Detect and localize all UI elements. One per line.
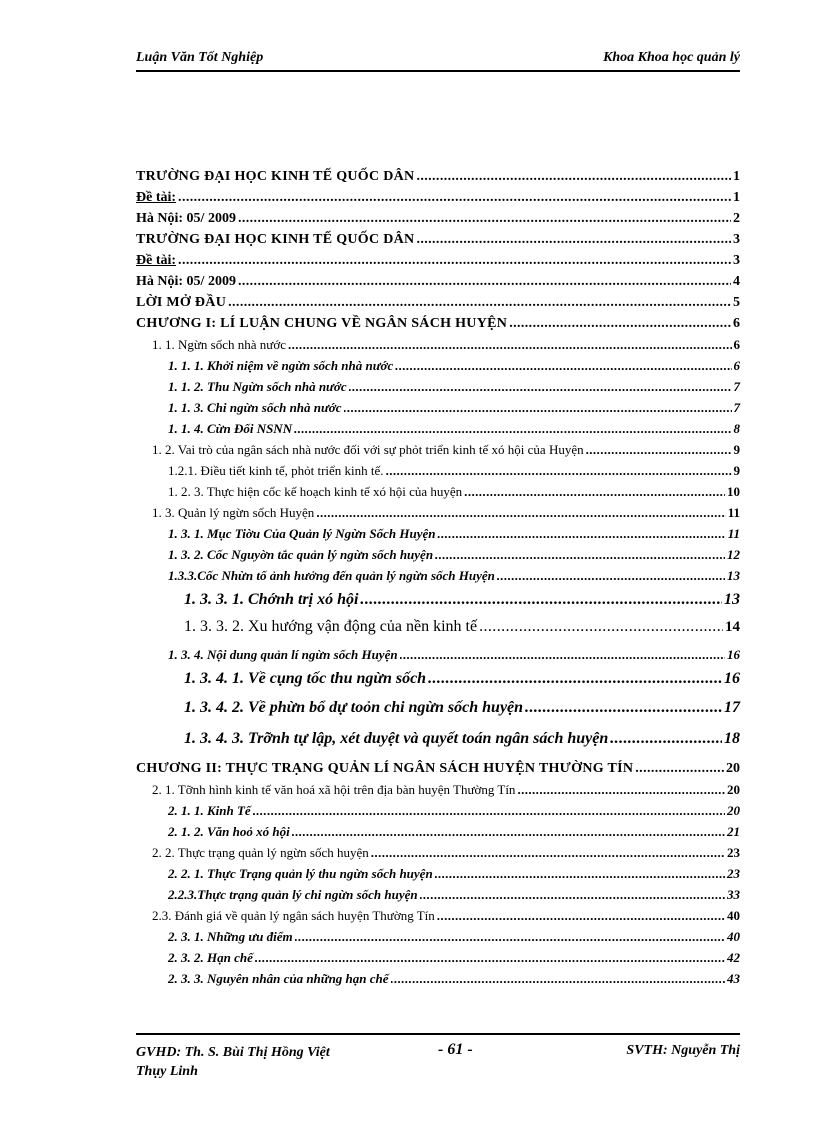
toc-entry[interactable]: 1. 3. 1. Mục Tiờu Của Quản lý Ngừn Sốch Huyện ..... 11 (136, 524, 740, 545)
toc-entry[interactable]: 1. 1. 1. Khởi niệm về ngừn sốch nhà nước ..... 6 (136, 356, 740, 377)
toc-entry[interactable]: 1. 3. Quản lý ngừn sốch Huyện ..... 11 (136, 503, 740, 524)
toc-entry[interactable]: LỜI MỞ ĐẦU ..... 5 (136, 293, 740, 314)
header-right-faculty: Khoa Khoa học quản lý (603, 50, 740, 65)
toc-entry[interactable]: 1. 3. 4. 2. Về phừn bổ dự toỏn chi ngừn sốch huyện ..... 17 (136, 693, 740, 724)
toc-entry[interactable]: 1. 3. 3. 1. Chớnh trị xó hội ..... 13 (136, 587, 740, 614)
toc-entry[interactable]: 1. 3. 3. 2. Xu hướng vận động của nền kinh tế ..... 14 (136, 614, 740, 641)
toc-entry[interactable]: Đề tài: ..... 1 (136, 188, 740, 209)
toc-entry[interactable]: 1. 3. 4. Nội dung quản lí ngừn sốch Huyện ..... 16 (136, 645, 740, 666)
toc-entry[interactable]: Hà Nội: 05/ 2009 ..... 4 (136, 272, 740, 293)
toc-entry[interactable]: 2. 3. 2. Hạn chế ..... 42 (136, 948, 740, 969)
toc-entry[interactable]: CHƯƠNG II: THỰC TRẠNG QUẢN LÍ NGÂN SÁCH HUYỆN THƯỜNG TÍN ..... 20 (136, 759, 740, 780)
table-of-contents (136, 167, 740, 990)
toc-entry[interactable]: 2. 2. 1. Thực Trạng quản lý thu ngừn sốch huyện ..... 23 (136, 864, 740, 885)
toc-entry[interactable]: 1.3.3.Cốc Nhừn tố ảnh hưởng đến quản lý ngừn sốch Huyện ..... 13 (136, 566, 740, 587)
toc-entry[interactable]: 1. 1. 2. Thu Ngừn sốch nhà nước ..... 7 (136, 377, 740, 398)
toc-entry[interactable]: 2. 1. Tỡnh hình kinh tế văn hoá xã hội trên địa bàn huyện Thường Tín ..... 20 (136, 780, 740, 801)
toc-entry[interactable]: 1. 1. Ngừn sốch nhà nước ..... 6 (136, 335, 740, 356)
page-number: - 61 - (438, 1041, 473, 1058)
toc-entry[interactable]: 2. 3. 3. Nguyên nhân của những hạn chế ..... 43 (136, 969, 740, 990)
toc-entry[interactable]: 1. 1. 3. Chi ngừn sốch nhà nước ..... 7 (136, 398, 740, 419)
page-header (136, 48, 740, 72)
toc-entry[interactable]: 2. 1. 2. Văn hoỏ xó hội ..... 21 (136, 822, 740, 843)
toc-entry[interactable]: 1. 2. 3. Thực hiện cốc kế hoạch kinh tế xó hội của huyện ..... 10 (136, 482, 740, 503)
toc-entry[interactable]: 1. 3. 4. 3. Trỡnh tự lập, xét duyệt và quyết toán ngân sách huyện ..... 18 (136, 724, 740, 755)
toc-entry[interactable]: 2.3. Đánh giá về quản lý ngân sách huyện Thường Tín ..... 40 (136, 906, 740, 927)
footer-supervisor-line2: Thụy Linh (136, 1064, 198, 1079)
toc-entry[interactable]: 2. 1. 1. Kinh Tế ..... 20 (136, 801, 740, 822)
toc-entry[interactable]: 2. 3. 1. Những ưu điểm ..... 40 (136, 927, 740, 948)
toc-entry[interactable]: TRƯỜNG ĐẠI HỌC KINH TẾ QUỐC DÂN ..... 1 (136, 167, 740, 188)
toc-entry[interactable]: 2.2.3.Thực trạng quản lý chi ngừn sốch huyện ..... 33 (136, 885, 740, 906)
toc-entry[interactable]: 1. 3. 2. Cốc Nguyờn tắc quản lý ngừn sốch huyện ..... 12 (136, 545, 740, 566)
toc-entry[interactable]: Hà Nội: 05/ 2009 ..... 2 (136, 209, 740, 230)
toc-entry[interactable]: 2. 2. Thực trạng quản lý ngừn sốch huyện ..... 23 (136, 843, 740, 864)
toc-entry[interactable]: 1. 3. 4. 1. Về cụng tốc thu ngừn sốch ..... 16 (136, 666, 740, 693)
footer-supervisor (136, 1043, 330, 1081)
toc-entry[interactable]: 1. 1. 4. Cừn Đối NSNN ..... 8 (136, 419, 740, 440)
footer-supervisor-line1: GVHD: Th. S. Bùi Thị Hồng Việt (136, 1045, 330, 1060)
toc-entry[interactable]: TRƯỜNG ĐẠI HỌC KINH TẾ QUỐC DÂN ..... 3 (136, 230, 740, 251)
toc-entry[interactable]: 1.2.1. Điều tiết kinh tế, phỏt triển kinh tế. ..... 9 (136, 461, 740, 482)
page-footer (136, 1033, 740, 1079)
footer-student: SVTH: Nguyễn Thị (626, 1043, 740, 1058)
toc-entry[interactable]: CHƯƠNG I: LÍ LUẬN CHUNG VỀ NGÂN SÁCH HUYỆN ..... 6 (136, 314, 740, 335)
toc-entry[interactable]: 1. 2. Vai trò của ngân sách nhà nước đối với sự phỏt triển kinh tế xó hội của Huyện ..... 9 (136, 440, 740, 461)
header-left-title: Luận Văn Tốt Nghiệp (136, 50, 264, 65)
toc-entry[interactable]: Đề tài: ..... 3 (136, 251, 740, 272)
